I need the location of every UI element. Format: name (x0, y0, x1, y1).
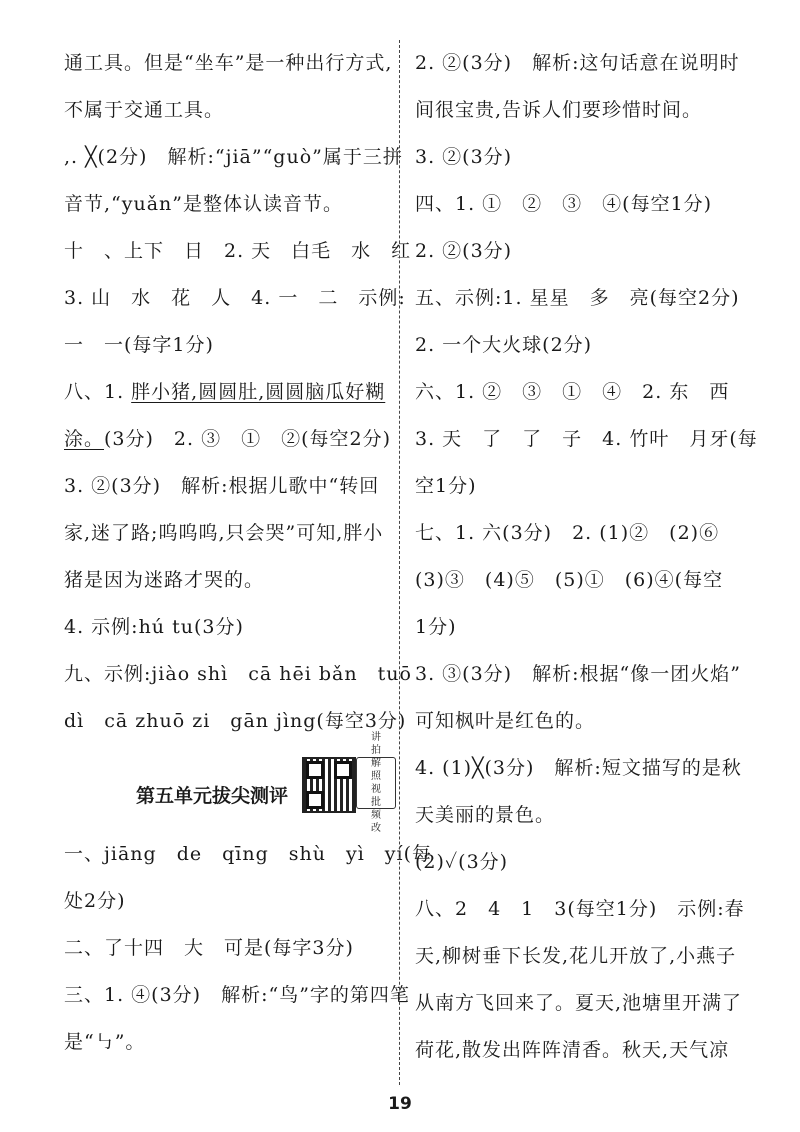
text-line: 从南方飞回来了。夏天,池塘里开满了 (415, 992, 743, 1014)
text-line: 猪是因为迷路才哭的。 (64, 569, 265, 591)
text-line: 四、1. ① ② ③ ④(每空1分) (415, 193, 713, 215)
text-line: 一 一(每字1分) (64, 334, 214, 356)
text-line: 2. ②(3分) (415, 240, 513, 262)
text-line: 3. ②(3分) 解析:根据儿歌中“转回 (64, 475, 380, 497)
text-line: 空1分) (415, 475, 477, 497)
text-line: 3. ②(3分) (415, 146, 513, 168)
qr-label: 讲 拍 解 照 视 批 频 改 (356, 757, 396, 809)
text-line: 二、了十四 大 可是(每字3分) (64, 937, 354, 959)
text-line: 处2分) (64, 890, 126, 912)
page-number: 19 (388, 1094, 412, 1114)
left-column (64, 40, 432, 1080)
column-divider (399, 40, 400, 1085)
text-line: 三、1. ④(3分) 解析:“鸟”字的第四笔 (64, 984, 410, 1006)
underlined-answer-end: 涂。 (64, 428, 105, 450)
text-line: 七、1. 六(3分) 2. (1)② (2)⑥ (415, 522, 720, 544)
text-line: 天,柳树垂下长发,花儿开放了,小燕子 (415, 945, 737, 967)
text-line: 可知枫叶是红色的。 (415, 710, 596, 732)
text-line: 八、2 4 1 3(每空1分) 示例:春 (415, 898, 745, 920)
eight-prefix: 八、1. (64, 381, 132, 403)
text-line: 荷花,散发出阵阵清香。秋天,天气凉 (415, 1039, 730, 1061)
text-line: 是“㇉”。 (64, 1031, 146, 1053)
text-line: 2. ②(3分) 解析:这句话意在说明时 (415, 52, 740, 74)
text-line: 九、示例:jiào shì cā hēi bǎn tuō (64, 663, 412, 685)
text-line-eight-cont (64, 416, 394, 463)
text-line: 4. (1)╳(3分) 解析:短文描写的是秋 (415, 757, 742, 779)
eight-rest: (3分) 2. ③ ① ②(每空2分) (104, 428, 392, 450)
text-line: 天美丽的景色。 (415, 804, 556, 826)
text-line: ,. ╳(2分) 解析:“jiā”“guò”属于三拼 (64, 146, 403, 168)
section-header (64, 732, 394, 834)
text-line: 4. 示例:hú tu(3分) (64, 616, 244, 638)
text-line: dì cā zhuō zi gān jìng(每空3分) (64, 710, 407, 732)
text-line: (2)✓(3分) (415, 851, 509, 873)
text-line: 间很宝贵,告诉人们要珍惜时间。 (415, 99, 703, 121)
text-line: 3. ③(3分) 解析:根据“像一团火焰” (415, 663, 741, 685)
text-line: 六、1. ② ③ ① ④ 2. 东 西 (415, 381, 730, 403)
qr-code-icon[interactable] (302, 757, 356, 813)
text-line: 五、示例:1. 星星 多 亮(每空2分) (415, 287, 740, 309)
text-line: (3)③ (4)⑤ (5)① (6)④(每空 (415, 569, 724, 591)
text-line: 音节,“yuǎn”是整体认读音节。 (64, 193, 344, 215)
text-line: 一、jiāng de qīng shù yì yí(每 (64, 843, 432, 865)
text-line: 不属于交通工具。 (64, 99, 225, 121)
text-line: 3. 天 了 了 子 4. 竹叶 月牙(每 (415, 428, 758, 450)
text-line: 3. 山 水 花 人 4. 一 二 示例: (64, 287, 406, 309)
underlined-answer: 胖小猪,圆圆肚,圆圆脑瓜好糊 (131, 381, 386, 403)
text-line: 2. 一个大火球(2分) (415, 334, 593, 356)
section-title: 第五单元拔尖测评 (136, 785, 289, 807)
text-line-eight (64, 369, 394, 416)
text-line: 十 、上下 日 2. 天 白毛 水 红 (64, 240, 412, 262)
text-line: 家,迷了路;呜呜呜,只会哭”可知,胖小 (64, 522, 384, 544)
text-line: 通工具。但是“坐车”是一种出行方式, (64, 52, 393, 74)
right-column (415, 40, 758, 1080)
text-line: 1分) (415, 616, 457, 638)
